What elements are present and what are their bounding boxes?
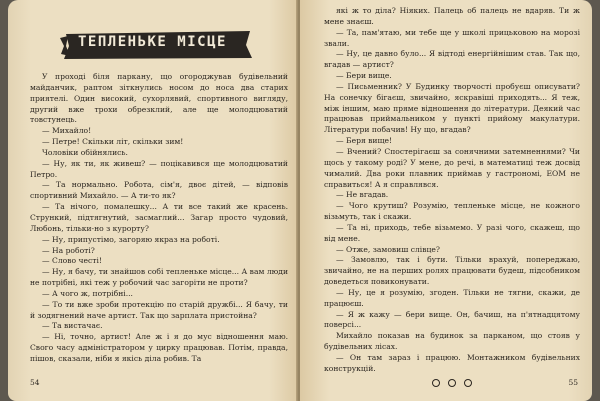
- page-number-right: 55: [568, 378, 578, 387]
- story-title-banner: [60, 28, 256, 62]
- story-title: ТЕПЛЕНЬКЕ МІСЦЕ: [78, 34, 227, 50]
- paragraph: які ж то діла? Ніяких. Палець об палець не вдаряв. Ти ж мене знаєш.: [324, 6, 580, 26]
- paragraph: — Я ж кажу — бери вище. Он, бачиш, на п'ятнадцятому поверсі...: [324, 309, 580, 330]
- paragraph: — Та, пам'ятаю, ми тебе ще у школі прицьковою на морозі звали.: [324, 27, 580, 48]
- paragraph: — Та вистачає.: [42, 321, 103, 331]
- paragraph: — Петре! Скільки літ, скільки зим!: [42, 137, 184, 147]
- paragraph: — Ну, я бачу, ти знайшов собі тепленьке місце... А вам люди не потрібні, які теж у робочий час загоріти не проти?: [30, 267, 288, 288]
- paragraph: — Ну, це я розумію, згоден. Тільки не тягни, скажи, де працюєш.: [324, 287, 580, 308]
- paragraph: — Бери вище.: [336, 71, 392, 81]
- paragraph: — Замовлю, так і бути. Тільки врахуй, попереджаю, звичайно, не на перших ролях працювати будеш, підсобником доведеться повиконувати.: [324, 255, 580, 287]
- paragraph: — Та нічого, помалешку... А ти все такий же красень. Стрункий, підтягнутий, засмаглий... Загар просто чудовий, Любонь, тільки-но з курорту?: [30, 202, 288, 233]
- ornament-circle: [432, 379, 440, 387]
- paragraph: — То ти вже зроби протекцію по старій дружбі... Я бачу, ти й зодягнений наче артист. Так що зарплата пристойна?: [30, 299, 288, 320]
- paragraph: — Слово честі!: [42, 256, 102, 266]
- paragraph: — Вчений? Спостерігаєш за сонячними затемненнями? Чи щось у такому роді? У мене, до речі, в математиці теж досвід чималий. Два роки плавник приймав у гастрономі, ЕОМ не справиться! А я справлявся.: [324, 146, 580, 189]
- page-number-left: 54: [30, 378, 40, 387]
- paragraph: — Ні, точно, артист! Але ж і я до мус відношення маю. Свого часу адміністратором у цирку працював. Потім, правда, пішов, сказали, ніби я якісь діла робив. Та: [30, 332, 288, 363]
- paragraph: — Та нормально. Робота, сім'я, двоє дітей, — відповів спортивний Михайло. — А ти-то як?: [30, 180, 288, 201]
- paragraph: — Та ні, приходь, тебе візьмемо. У разі чого, скажеш, що від мене.: [324, 222, 580, 243]
- paragraph: — Письменник? У Будинку творчості пробуєш описувати? На сонечку бігаєш, звичайно, яскравіші приходять... Я теж, між іншим, маю пряме відношення до літератури. Деякий час працював приймальником у пункті прийому макулатури. Літератури побачив! Ну що, вгадав?: [324, 81, 580, 135]
- paragraph: — На роботі?: [42, 245, 95, 255]
- paragraph: — А чого ж, потрібні...: [42, 288, 133, 298]
- left-page: [8, 0, 298, 401]
- end-ornament: [324, 379, 580, 387]
- paragraph: — Он там зараз і працюю. Монтажником будівельних конструкцій.: [324, 353, 580, 373]
- paragraph: — Отже, замовиш слівце?: [336, 244, 440, 254]
- paragraph: Чоловіки обійнялись.: [42, 147, 128, 157]
- paragraph: — Михайло!: [42, 126, 92, 136]
- right-page: [300, 0, 592, 401]
- paragraph: — Не вгадав.: [336, 190, 389, 200]
- left-page-text: [30, 72, 288, 365]
- paragraph: Михайло показав на будинок за парканом, що стояв у будівельних лісах.: [324, 331, 580, 352]
- paragraph: — Ну, це давно було... Я відтоді енергійнішим став. Так що, вгадав — артист?: [324, 49, 580, 70]
- paragraph: — Беря вище!: [336, 136, 393, 146]
- paragraph: — Ну, припустімо, загоряю якраз на роботі.: [42, 234, 220, 244]
- ornament-circle: [448, 379, 456, 387]
- paragraph: — Ну, як ти, як живеш? — поцікавився ще молодцюватий Петро.: [30, 158, 288, 179]
- ornament-circle: [464, 379, 472, 387]
- paragraph: У проході біля паркану, що огороджував будівельний майданчик, раптом зіткнулись носом до носа два старих приятелі. Один високий, сухорлявий, спортивного вигляду, другий вже трохи обрезклий, але ще молодцюватий товстунець.: [30, 72, 288, 125]
- paragraph: — Чого крутиш? Розумію, тепленьке місце, не кожного візьмуть, так і скажи.: [324, 201, 580, 222]
- right-page-text: [324, 6, 580, 375]
